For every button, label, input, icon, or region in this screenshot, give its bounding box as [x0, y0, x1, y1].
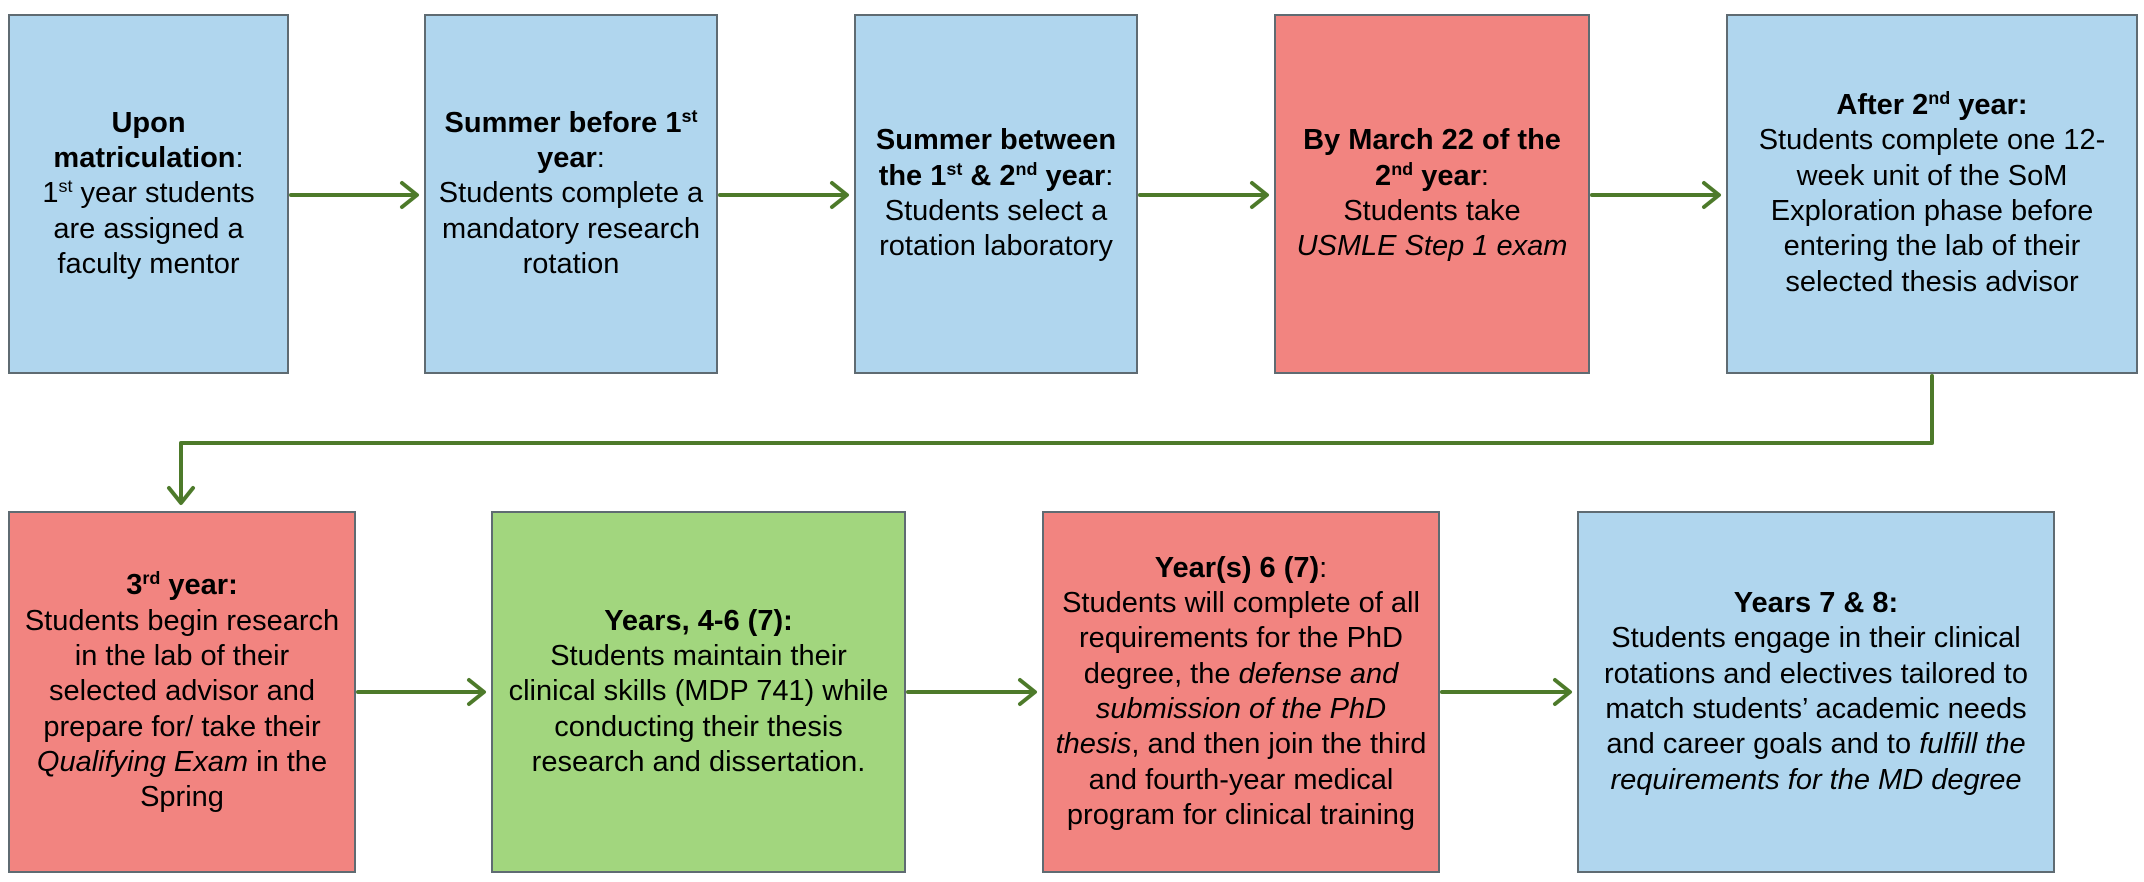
step-3-heading: Summer between the 1st & 2nd year	[875, 124, 1117, 192]
step-7-body: Students maintain their clinical skills (MDP 741) while conducting their thesis research and dissertation.	[508, 639, 889, 779]
step-7-heading: Years, 4-6 (7):	[604, 604, 793, 637]
arrow-5-6	[181, 376, 1932, 502]
step-2-heading: Summer before 1st year	[444, 105, 698, 174]
step-1-body: 1st year students are assigned a faculty mentor	[42, 176, 255, 281]
step-9-heading: Years 7 & 8:	[1733, 586, 1899, 619]
step-2-body: Students complete a mandatory research rotation	[438, 177, 704, 281]
step-3-sep: :	[1105, 159, 1114, 192]
step-8-body-end: , and then join the third and fourth-year medical program for clinical training	[1066, 728, 1427, 832]
step-9-md: fulfill the requirements for the MD degree	[1610, 728, 2026, 796]
step-4-exam: USMLE Step 1 exam	[1296, 230, 1568, 263]
step-4-body: Students take	[1343, 195, 1521, 227]
step-8-thesis: defense and submission of the PhD thesis	[1055, 657, 1399, 761]
step-1-sep: :	[235, 141, 244, 174]
step-2-sep: :	[596, 141, 605, 174]
step-6-exam: Qualifying Exam	[36, 746, 249, 779]
step-8-sep: :	[1319, 551, 1328, 584]
step-3-body: Students select a rotation laboratory	[879, 195, 1113, 263]
step-8-body: Students will complete of all requirements for the PhD degree, the	[1062, 586, 1420, 690]
step-6-body-end: in the Spring	[140, 746, 328, 814]
step-6-heading: 3rd year:	[126, 568, 238, 602]
step-6-body: Students begin research in the lab of their selected advisor and prepare for/ take their	[24, 604, 340, 743]
step-9-body: Students engage in their clinical rotations and electives tailored to match students’ academic needs and career goals and to	[1604, 622, 2028, 761]
step-8-heading: Year(s) 6 (7)	[1154, 551, 1320, 584]
step-4-heading: By March 22 of the 2nd year	[1303, 124, 1561, 192]
step-5-heading: After 2nd year:	[1836, 88, 2028, 121]
step-1-heading: Upon matriculation	[53, 106, 236, 174]
step-5-body: Students complete one 12-week unit of the SoM Exploration phase before entering the lab of their selected thesis advisor	[1758, 124, 2106, 298]
step-4-sep: :	[1480, 159, 1489, 192]
